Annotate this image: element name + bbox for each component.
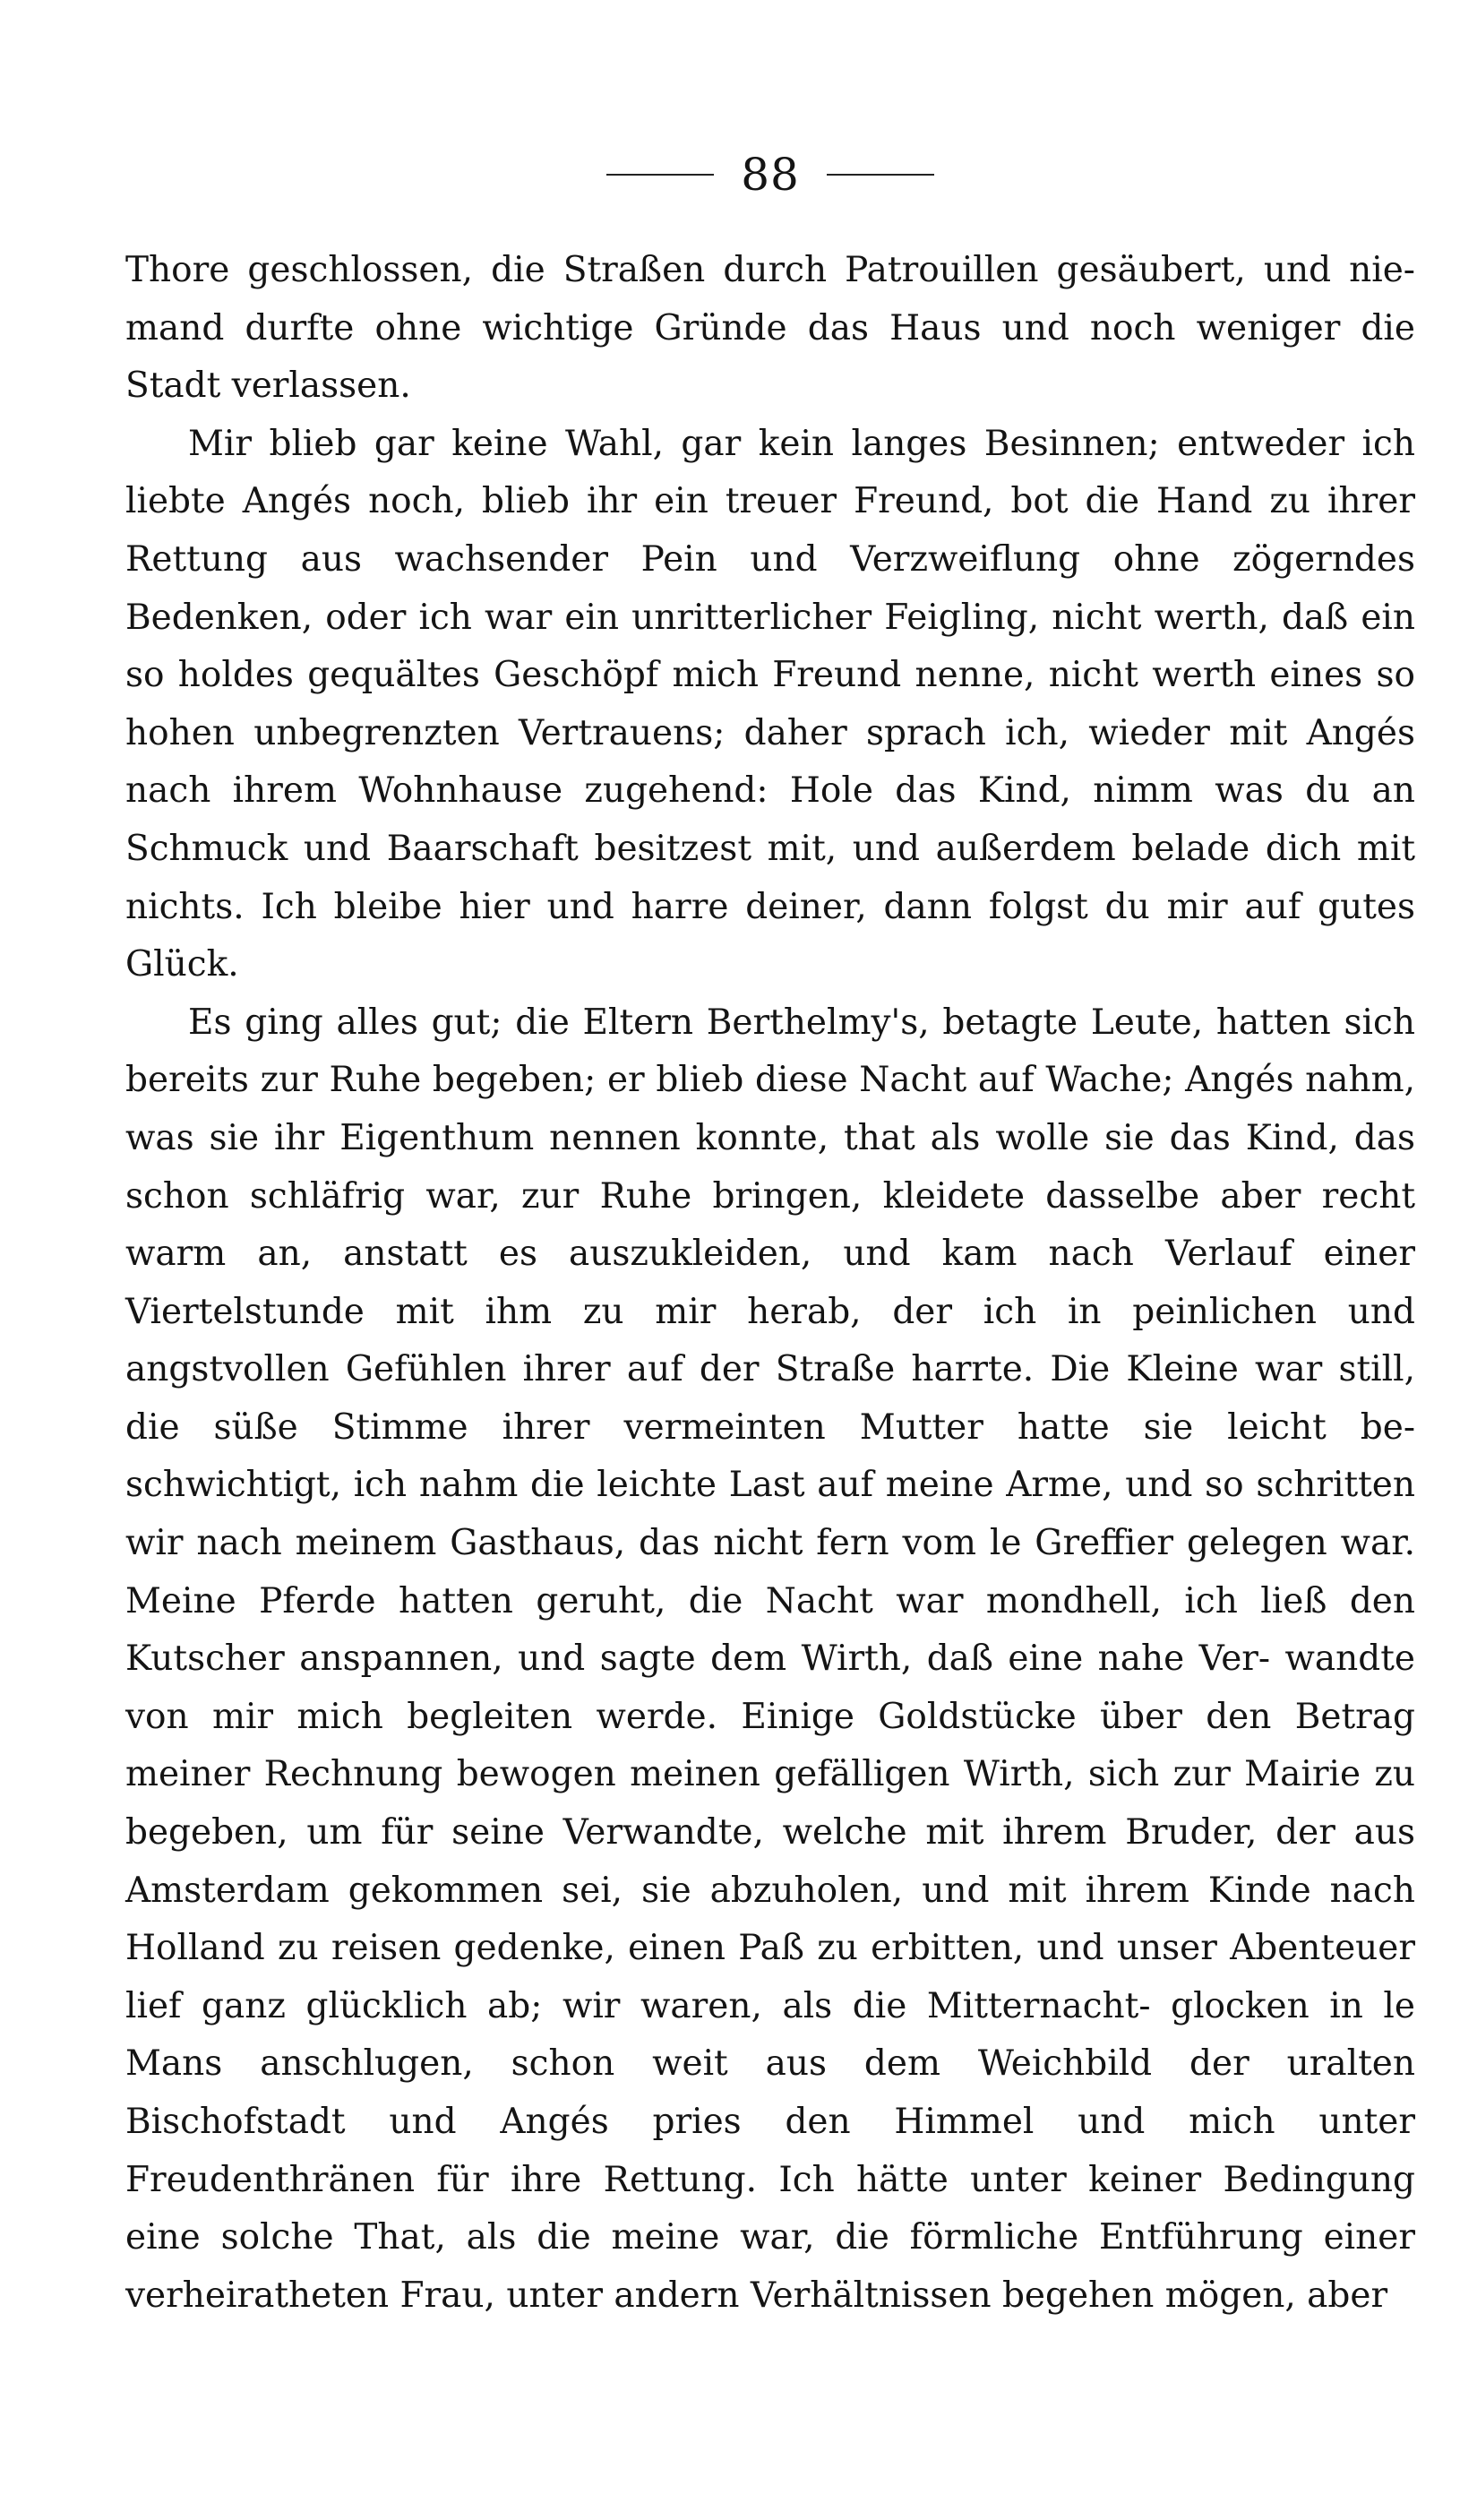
body-text [125,242,1415,2325]
paragraph-continued: Thore geschlossen, die Straßen durch Patrouillen gesäubert, und nie- mand durfte ohne wichtige Gründe das Haus und noch weniger die Stadt verlassen. [125,250,1415,407]
page-header [125,134,1415,215]
header-rule-right [827,174,934,176]
page-number: 88 [741,149,800,201]
header-rule-left [606,174,714,176]
book-page [125,134,1415,2325]
paragraph: Es ging alles gut; die Eltern Berthelmy's, betagte Leute, hatten sich bereits zur Ruhe begeben; er blieb diese Nacht auf Wache; Angés nahm, was sie ihr Eigenthum nennen konnte, that als wolle sie das Kind, das schon schläfrig war, zur Ruhe bringen, kleidete dasselbe aber recht warm an, anstatt es auszukleiden, und kam nach Verlauf einer Viertelstunde mit ihm zu mir herab, der ich in peinlichen und angstvollen Gefühlen ihrer auf der Straße harrte. Die Kleine war still, die süße Stimme ihrer vermeinten Mutter hatte sie leicht be- schwichtigt, ich nahm die leichte Last auf meine Arme, und so schritten wir nach meinem Gasthaus, das nicht fern vom le Greffier gelegen war. Meine Pferde hatten geruht, die Nacht war mondhell, ich ließ den Kutscher anspannen, und sagte dem Wirth, daß eine nahe Ver- wandte von mir mich begleiten werde. Einige Goldstücke über den Betrag meiner Rechnung bewogen meinen gefälligen Wirth, sich zur Mairie zu begeben, um für seine Verwandte, welche mit ihrem Bruder, der aus Amsterdam gekommen sei, sie abzuholen, und mit ihrem Kinde nach Holland zu reisen gedenke, einen Paß zu erbitten, und unser Abenteuer lief ganz glücklich ab; wir waren, als die Mitternacht- glocken in le Mans anschlugen, schon weit aus dem Weichbild der uralten Bischofstadt und Angés pries den Himmel und mich unter Freudenthränen für ihre Rettung. Ich hätte unter keiner Bedingung eine solche That, als die meine war, die förmliche Entführung einer verheiratheten Frau, unter andern Verhältnissen begehen mögen, aber [125,1002,1415,2316]
paragraph: Mir blieb gar keine Wahl, gar kein langes Besinnen; entweder ich liebte Angés noch, blieb ihr ein treuer Freund, bot die Hand zu ihrer Rettung aus wachsender Pein und Verzweiflung ohne zögerndes Bedenken, oder ich war ein unritterlicher Feigling, nicht werth, daß ein so holdes gequältes Geschöpf mich Freund nenne, nicht werth eines so hohen unbegrenzten Vertrauens; daher sprach ich, wieder mit Angés nach ihrem Wohnhause zugehend: Hole das Kind, nimm was du an Schmuck und Baarschaft besitzest mit, und außerdem belade dich mit nichts. Ich bleibe hier und harre deiner, dann folgst du mir auf gutes Glück. [125,423,1415,985]
